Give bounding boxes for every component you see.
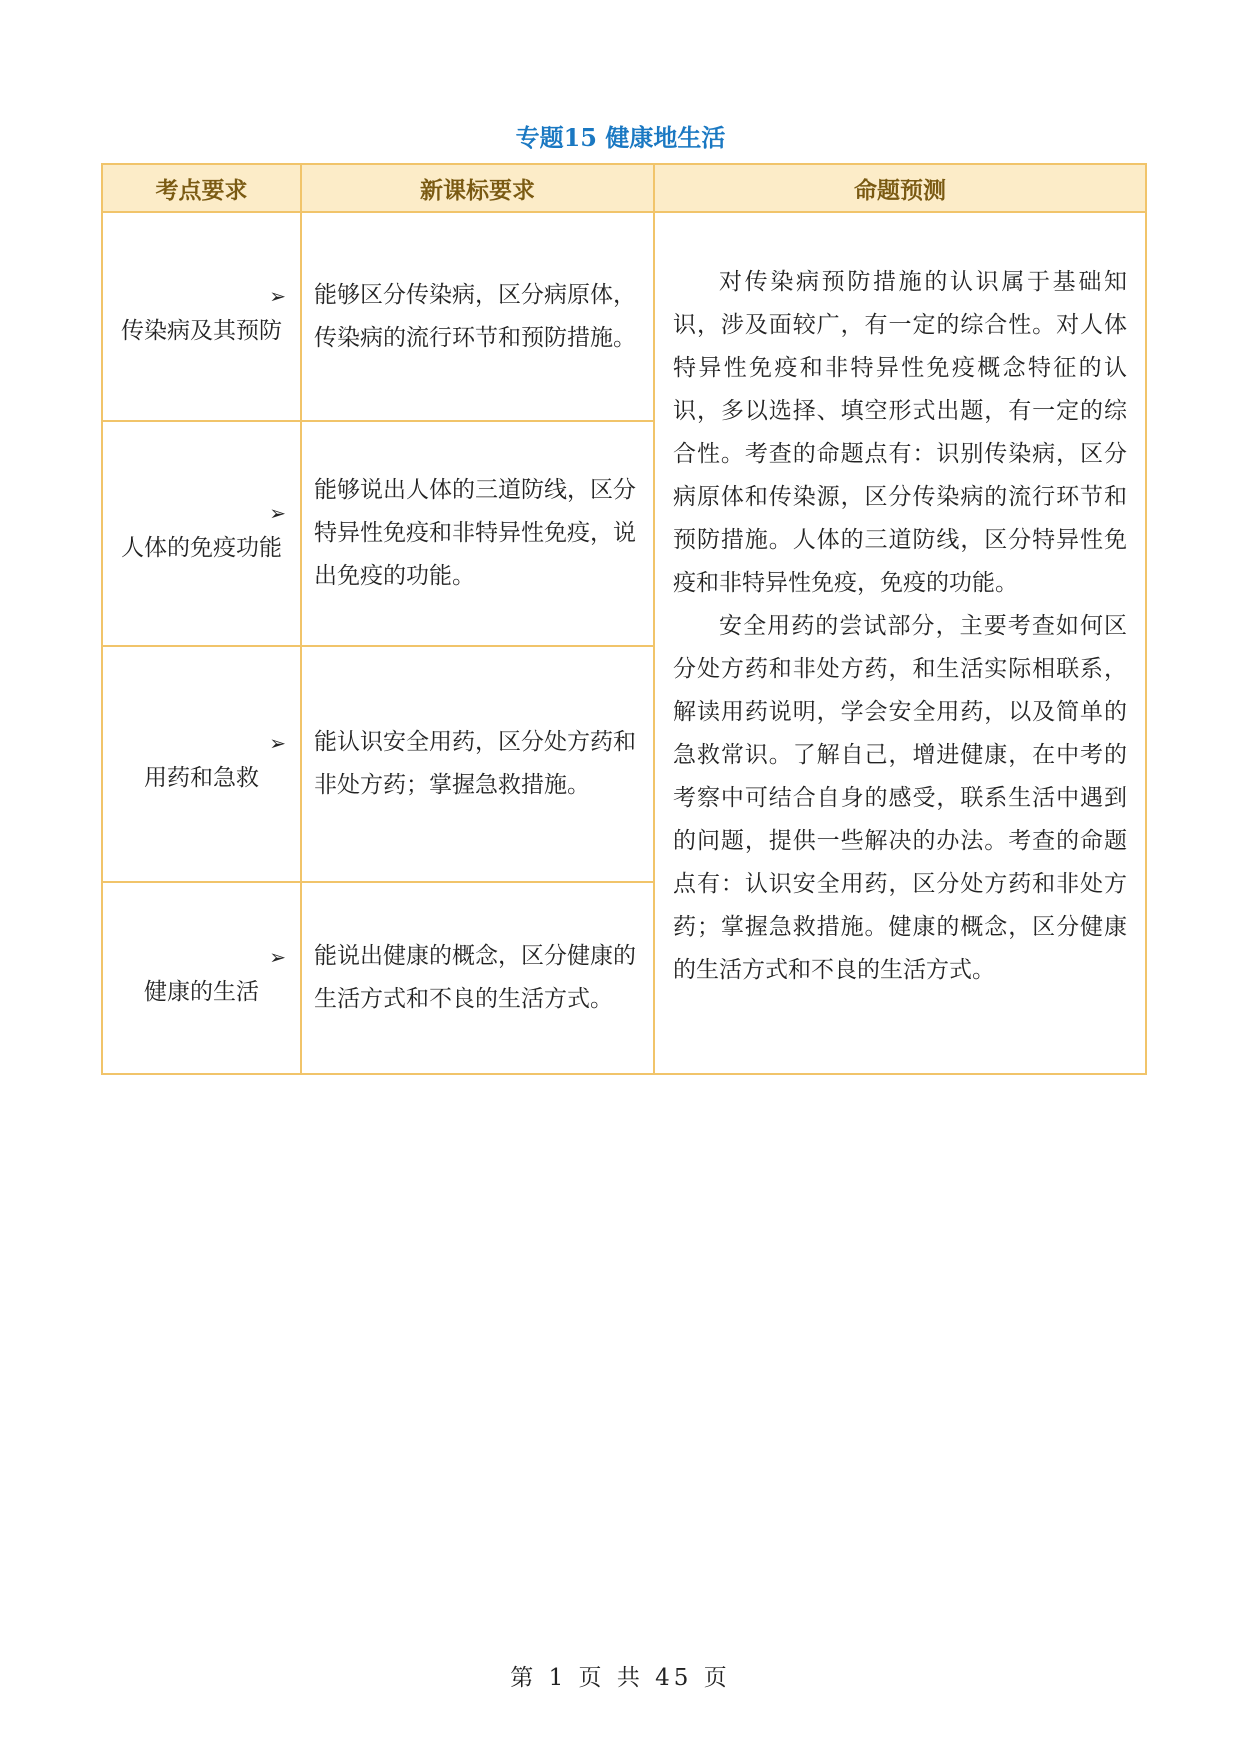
prediction-paragraph: 安全用药的尝试部分，主要考查如何区分处方药和非处方药，和生活实际相联系，解读用药说明，学会安全用药，以及简单的急救常识。了解自己，增进健康，在中考的考察中可结合自身的感受，联系生活中遇到的问题，提供一些解决的办法。考查的命题点有：认识安全用药，区分处方药和非处方药；掌握急救措施。健康的概念，区分健康的生活方式和不良的生活方式。 — [673, 612, 1127, 983]
topic-label: 健康的生活 — [144, 979, 259, 1005]
requirement-cell: 能认识安全用药，区分处方药和非处方药；掌握急救措施。 — [301, 646, 654, 882]
table-header-row — [102, 164, 1146, 212]
arrow-bullet-icon: ➢ — [269, 731, 286, 755]
requirement-cell: 能说出健康的概念，区分健康的生活方式和不良的生活方式。 — [301, 882, 654, 1074]
requirements-table — [101, 163, 1147, 1075]
header-prediction: 命题预测 — [654, 164, 1146, 212]
requirement-cell: 能够区分传染病，区分病原体，传染病的流行环节和预防措施。 — [301, 212, 654, 421]
arrow-bullet-icon: ➢ — [269, 945, 286, 969]
page-footer: 第 1 页 共 45 页 — [510, 1665, 731, 1691]
topic-cell — [102, 646, 301, 882]
page-title: 专题15 健康地生活 — [515, 123, 726, 152]
prediction-cell — [654, 212, 1146, 1074]
topic-cell — [102, 212, 301, 421]
requirement-cell: 能够说出人体的三道防线，区分特异性免疫和非特异性免疫，说出免疫的功能。 — [301, 421, 654, 646]
topic-label: 传染病及其预防 — [121, 317, 282, 344]
arrow-bullet-icon: ➢ — [269, 500, 286, 525]
topic-cell — [102, 421, 301, 646]
header-requirement: 新课标要求 — [301, 164, 654, 212]
arrow-bullet-icon: ➢ — [269, 283, 286, 308]
table-row — [102, 212, 1146, 421]
header-topic: 考点要求 — [102, 164, 301, 212]
topic-label: 人体的免疫功能 — [121, 534, 282, 561]
topic-cell — [102, 882, 301, 1074]
prediction-paragraph: 对传染病预防措施的认识属于基础知识，涉及面较广，有一定的综合性。对人体特异性免疫和非特异性免疫概念特征的认识，多以选择、填空形式出题，有一定的综合性。考查的命题点有：识别传染病，区分病原体和传染源，区分传染病的流行环节和预防措施。人体的三道防线，区分特异性免疫和非特异性免疫，免疫的功能。 — [673, 268, 1127, 596]
topic-label: 用药和急救 — [144, 765, 259, 791]
